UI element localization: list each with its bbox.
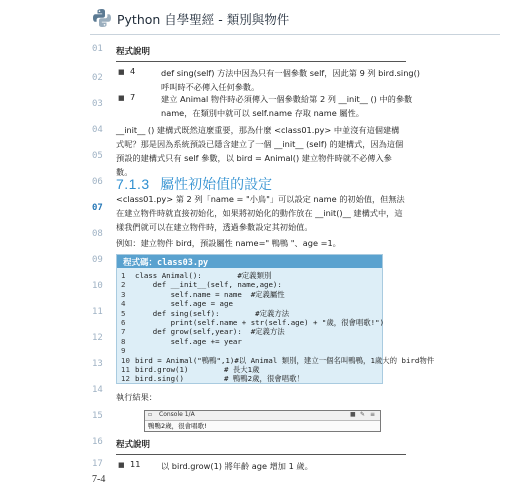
code-line-number: 3 <box>121 289 126 299</box>
explanation-text: 以 bird.grow(1) 將年齡 age 增加 1 歲。 <box>161 461 313 471</box>
result-label: 執行結果： <box>116 392 157 402</box>
body-paragraph: __init__ () 建構式既然這麼重要，那為什麼 <class01.py> 中並沒有這個建構式呢？那是因為系統預設已隱含建立了一個 __init__ (self) 的建構式，因為這個預設的建構式只有 self 參數，以 bird = Animal() 建立物件時就不必傳入參數。 <box>116 125 404 177</box>
code-line-text: bird.grow(1) # 長大1歲 <box>135 365 260 374</box>
code-line-text: bird = Animal("鴨鴨",1)#以 Animal 類別，建立一個名叫鴨鴨，1歲大的 bird物件 <box>135 355 435 365</box>
line-number: 15 <box>92 411 103 421</box>
console-output: 鴨鴨2歲，很會唱歌! <box>148 422 207 430</box>
line-number: 03 <box>92 99 103 109</box>
console-title: Console 1/A <box>159 411 195 418</box>
body-paragraph: <class01.py> 第 2 列「name = "小鳥"」可以設定 name 的初始值，但無法在建立物件時就直接初始化，如果將初始化的動作放在 __init()__ 建構式中，這樣我們就可以在建立物件時，透過參數設定其初始值。 <box>116 194 405 232</box>
code-line-text: class Animal(): #定義類別 <box>135 271 272 280</box>
line-number: 10 <box>92 281 103 291</box>
code-line <box>121 374 304 384</box>
explanation-text: 建立 Animal 物件時必須傳入一個參數給第 2 列 __init__ () 中的參數 name，在類別中就可以 self.name 存取 name 屬性。 <box>161 94 413 118</box>
python-logo-icon <box>92 8 112 28</box>
page-number: 7-4 <box>92 474 106 485</box>
console-icon: ▫ <box>148 411 153 418</box>
explanation-line-number: 4 <box>130 66 136 76</box>
explanation-heading: 程式說明 <box>116 440 151 450</box>
code-line-text: def __init__(self, name,age): <box>135 280 282 290</box>
line-number: 13 <box>92 359 103 369</box>
page-header-title: Python 自學聖經 - 類別與物件 <box>117 12 290 27</box>
header-divider <box>90 34 500 35</box>
edit-icon[interactable]: ✎ <box>360 411 366 418</box>
page-header <box>0 0 520 36</box>
code-line-number: 1 <box>121 271 126 280</box>
line-number: 09 <box>92 255 103 265</box>
line-number: 04 <box>92 125 103 135</box>
explanation-line-number: 11 <box>130 459 141 469</box>
code-line-number: 2 <box>121 280 126 290</box>
code-line-number: 8 <box>121 336 126 346</box>
square-bullet-icon: ■ <box>118 68 125 76</box>
explanation-heading: 程式說明 <box>116 47 151 57</box>
code-line-text: def grow(self,year): #定義方法 <box>135 327 285 337</box>
square-bullet-icon: ■ <box>118 461 125 469</box>
code-line-number: 5 <box>121 308 126 318</box>
code-line <box>121 337 242 347</box>
line-number-active: 07 <box>92 203 103 213</box>
code-line-number: 6 <box>121 318 126 327</box>
console-title-bar <box>145 411 380 421</box>
code-line-text: self.age = age <box>135 299 233 309</box>
code-line-text: print(self.name + str(self.age) + "歲，很會唱歌!") <box>135 318 385 327</box>
console-window <box>144 410 381 432</box>
stop-icon[interactable]: ■ <box>350 411 356 418</box>
line-number: 12 <box>92 333 103 343</box>
explanation-divider <box>116 61 406 62</box>
body-paragraph: 例如：建立物件 bird，預設屬性 name=" 鴨鴨 "、age =1。 <box>116 238 341 248</box>
code-line-text: def sing(self): #定義方法 <box>135 308 290 318</box>
code-line-number: 9 <box>121 346 126 356</box>
line-number: 02 <box>92 73 103 83</box>
section-title: 屬性初始值的設定 <box>160 177 273 193</box>
code-line-number: 7 <box>121 327 126 337</box>
code-line-text: self.name = name #定義屬性 <box>135 289 285 299</box>
section-heading <box>116 174 508 194</box>
code-listing-title-bar <box>117 255 382 268</box>
code-listing-title: 程式碼：class03.py <box>123 258 209 268</box>
code-line-number: 12 <box>121 374 130 384</box>
explanation-line-number: 7 <box>130 92 136 102</box>
line-number: 08 <box>92 229 103 239</box>
code-listing <box>116 254 435 384</box>
explanation-text: def sing(self) 方法中因為只有一個參數 self，因此第 9 列 bird.sing() 呼叫時不必傳入任何參數。 <box>161 68 420 92</box>
code-line-text: bird.sing() # 鴨鴨2歲，很會唱歌！ <box>135 374 304 384</box>
section-number: 7.1.3 <box>116 176 150 192</box>
code-line-number: 4 <box>121 299 126 309</box>
code-line-number: 10 <box>121 355 130 365</box>
line-number: 11 <box>92 307 103 317</box>
code-line-text: self.age += year <box>135 336 242 346</box>
line-number: 14 <box>92 385 103 395</box>
square-bullet-icon: ■ <box>118 94 125 102</box>
line-number: 01 <box>92 44 103 54</box>
line-number: 06 <box>92 177 103 187</box>
line-number: 17 <box>92 459 103 469</box>
line-number: 16 <box>92 437 103 447</box>
explanation-divider <box>116 454 406 455</box>
menu-icon[interactable]: ≡ <box>370 411 376 418</box>
line-number: 05 <box>92 151 103 161</box>
code-line-number: 11 <box>121 365 130 374</box>
